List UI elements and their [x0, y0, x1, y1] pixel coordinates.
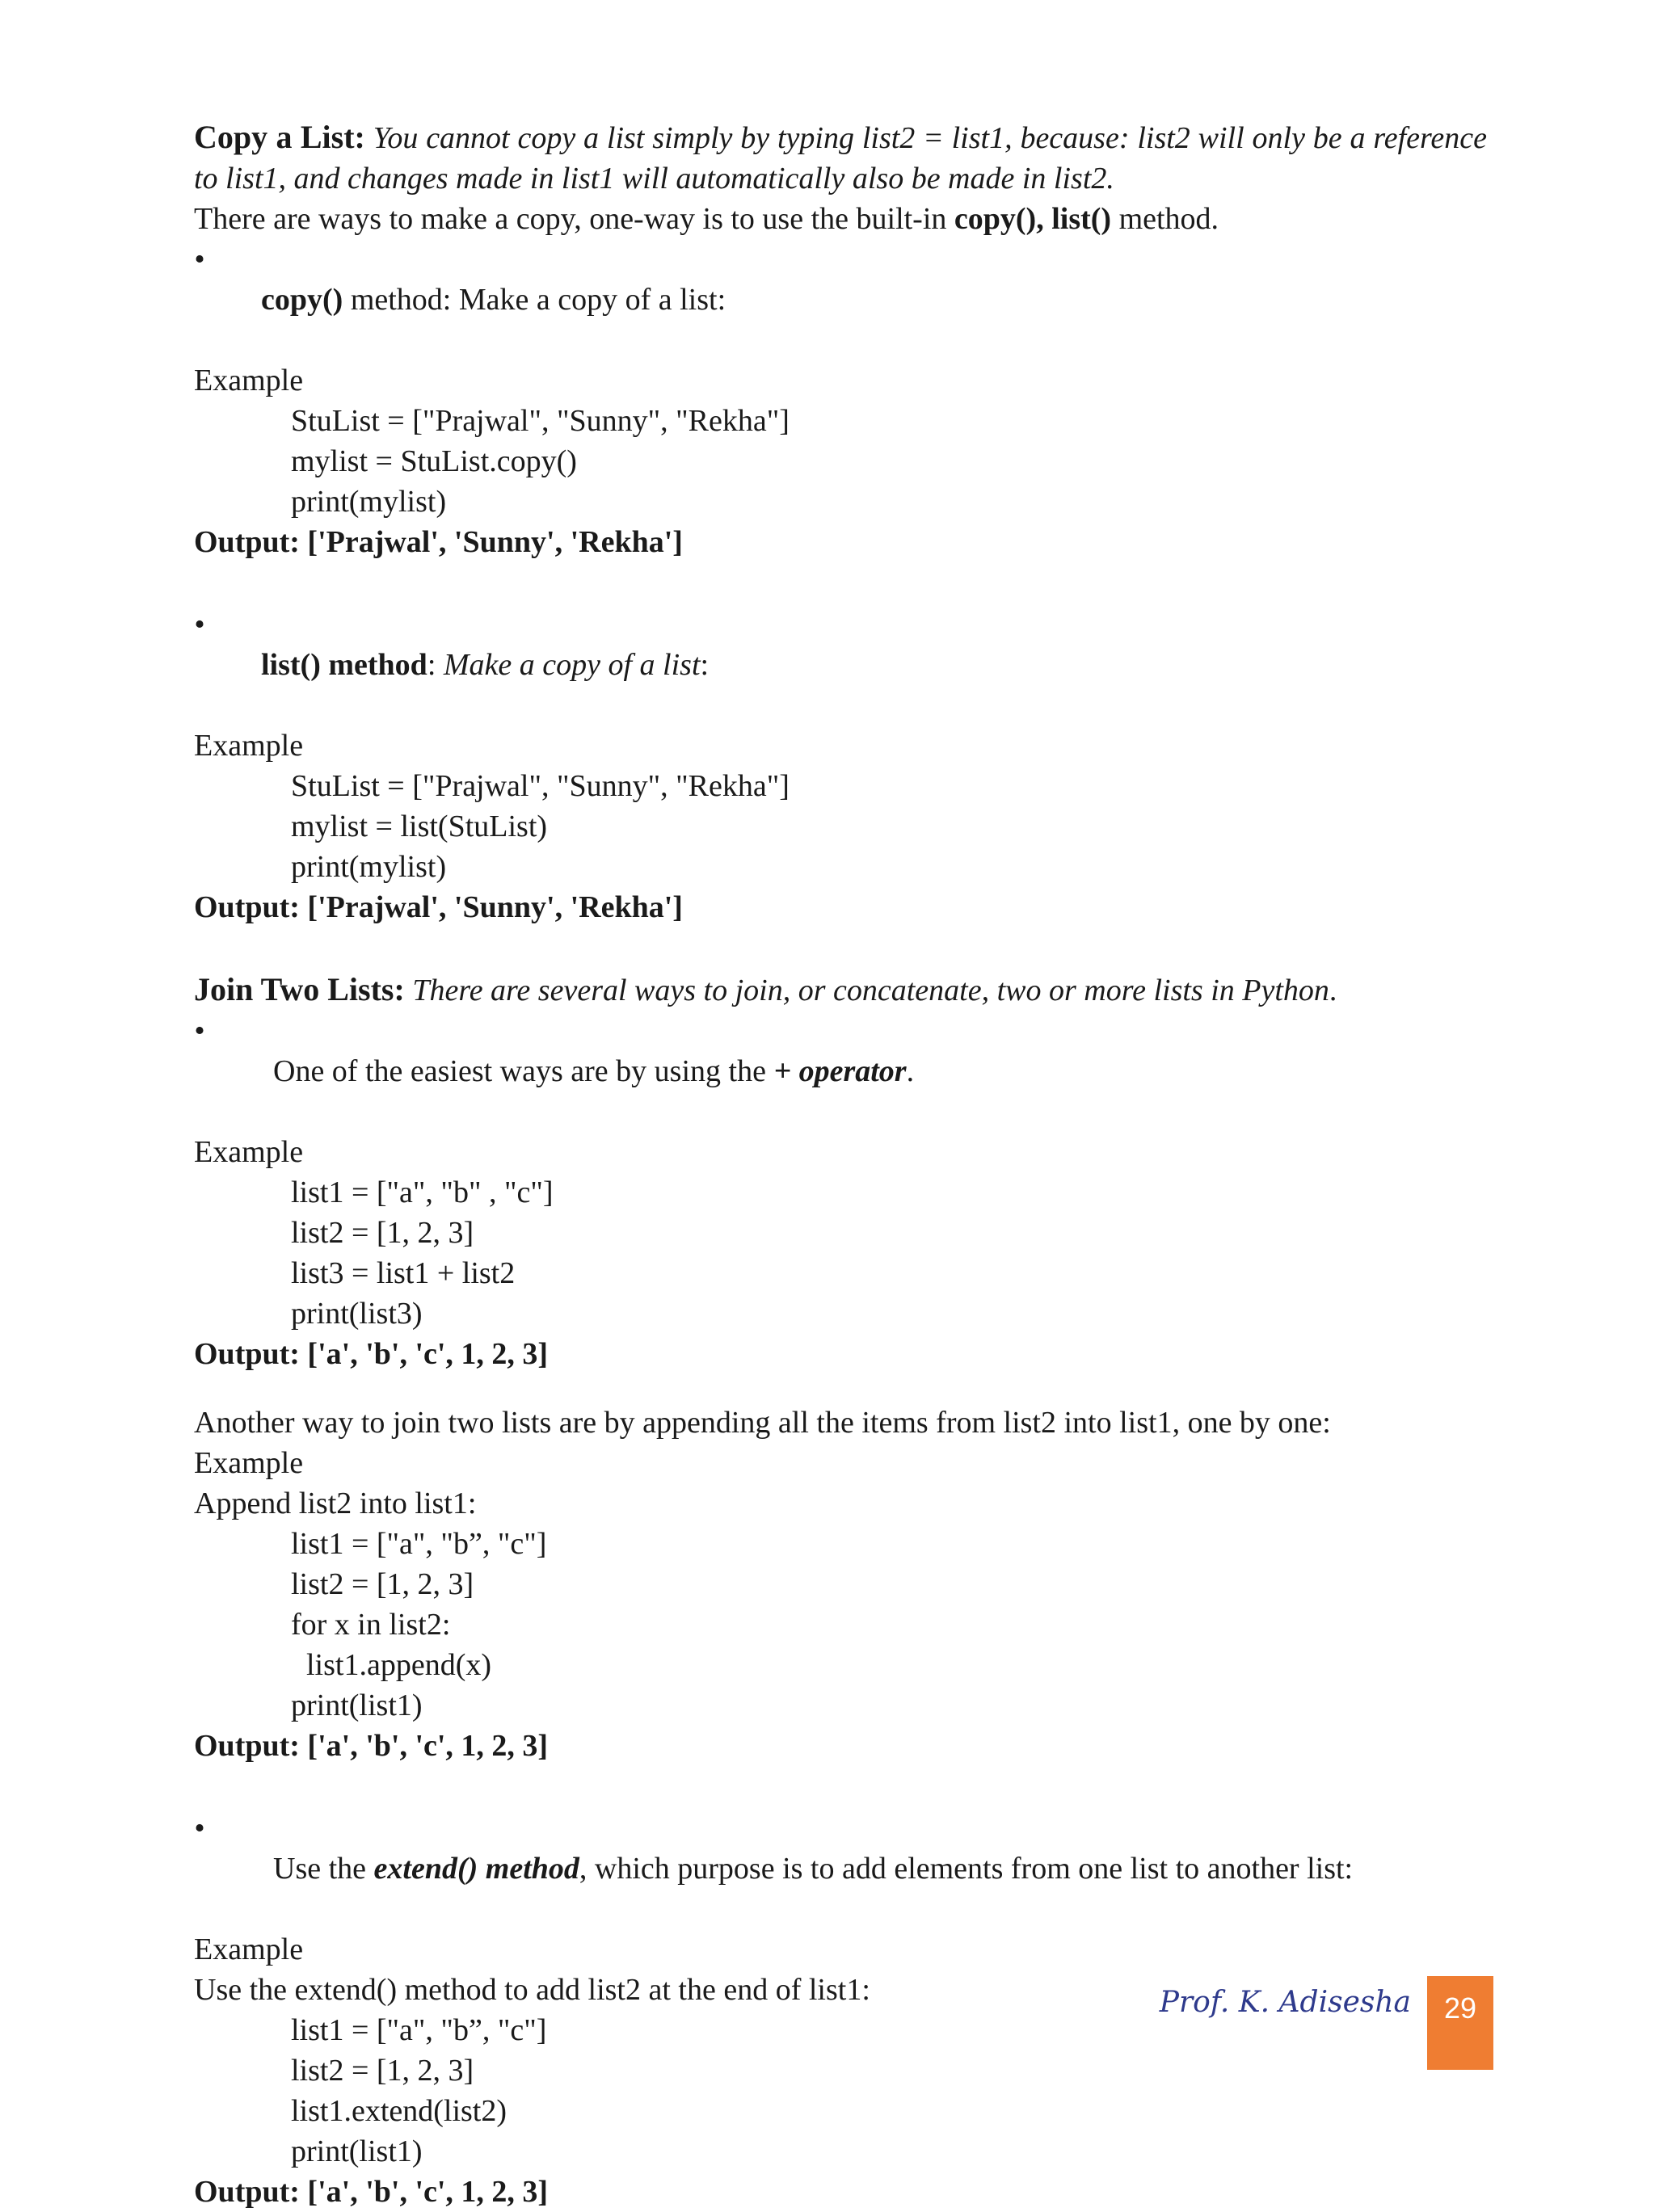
plus-operator-text: One of the easiest ways are by using the	[273, 1054, 774, 1088]
example-label: Example	[194, 1932, 304, 1966]
bullet-icon: •	[194, 1811, 205, 1845]
extend-sub-label: Use the extend() method to add list2 at the end of list1:	[194, 1973, 870, 2007]
plus-operator-name: + operator	[773, 1054, 907, 1088]
list-method-desc: Make a copy of a list	[443, 648, 701, 682]
join-lists-intro	[194, 969, 1487, 1011]
extend-method-name: extend() method	[373, 1852, 579, 1886]
list-method-name: list() method	[261, 648, 427, 682]
code-line: mylist = list(StuList)	[291, 810, 548, 843]
copy-ways-text-1: There are ways to make a copy, one-way is to use the built-in	[194, 202, 954, 236]
join-intro-end: .	[1329, 974, 1337, 1007]
extend-text-1: Use the	[273, 1852, 374, 1886]
list-method-colon: :	[427, 648, 444, 682]
output-line: Output: ['a', 'b', 'c', 1, 2, 3]	[194, 1729, 549, 1763]
copy-method-desc: method: Make a copy of a list:	[343, 283, 726, 317]
code-line: mylist = StuList.copy()	[291, 444, 577, 478]
example-label: Example	[194, 729, 304, 763]
code-line: list3 = list1 + list2	[291, 1256, 516, 1290]
code-line: print(list1)	[291, 1688, 423, 1722]
join-lists-intro-text: There are several ways to join, or concatenate, two or more lists in Python	[404, 974, 1329, 1007]
code-line: print(list1)	[291, 2134, 423, 2168]
output-line: Output: ['a', 'b', 'c', 1, 2, 3]	[194, 1337, 549, 1371]
copy-method-name: copy()	[261, 283, 343, 317]
code-line: list1 = ["a", "b" , "c"]	[291, 1175, 554, 1209]
code-line: list1 = ["a", "b”, "c"]	[291, 1527, 547, 1561]
example-label: Example	[194, 1135, 304, 1169]
copy-ways-line	[194, 199, 1487, 239]
list-method-colon-end: :	[700, 648, 710, 682]
output-line: Output: ['a', 'b', 'c', 1, 2, 3]	[194, 2175, 549, 2209]
extend-method-bullet	[194, 1808, 1487, 1929]
code-line: StuList = ["Prajwal", "Sunny", "Rekha"]	[291, 769, 790, 803]
append-sub-label: Append list2 into list1:	[194, 1487, 477, 1520]
code-line: print(mylist)	[291, 485, 447, 519]
output-line: Output: ['Prajwal', 'Sunny', 'Rekha']	[194, 890, 683, 924]
copy-method-bullet	[194, 239, 1487, 360]
code-line: print(list3)	[291, 1297, 423, 1331]
append-way-text: Another way to join two lists are by appending all the items from list2 into list1, one by one:	[194, 1406, 1331, 1440]
plus-operator-bullet	[194, 1011, 1487, 1132]
copy-ways-bold: copy(), list()	[954, 202, 1112, 236]
code-line: list1 = ["a", "b”, "c"]	[291, 2013, 547, 2047]
code-line: list1.extend(list2)	[291, 2094, 507, 2128]
copy-ways-text-2: method.	[1111, 202, 1219, 236]
copy-list-heading: Copy a List:	[194, 119, 365, 155]
bullet-icon: •	[194, 608, 205, 641]
code-line: list2 = [1, 2, 3]	[291, 2054, 474, 2088]
copy-list-intro	[194, 117, 1487, 199]
code-line: list1.append(x)	[291, 1648, 492, 1682]
output-line: Output: ['Prajwal', 'Sunny', 'Rekha']	[194, 525, 683, 559]
example-label: Example	[194, 1446, 304, 1480]
page-content	[194, 117, 1487, 2212]
bullet-icon: •	[194, 242, 205, 276]
code-line: StuList = ["Prajwal", "Sunny", "Rekha"]	[291, 404, 790, 438]
bullet-icon: •	[194, 1014, 205, 1048]
example-label: Example	[194, 364, 304, 397]
code-line: list2 = [1, 2, 3]	[291, 1567, 474, 1601]
code-line: for x in list2:	[291, 1608, 451, 1642]
list-method-bullet	[194, 604, 1487, 725]
page-number: 29	[1427, 1976, 1493, 2070]
code-line: print(mylist)	[291, 850, 447, 884]
extend-text-2: , which purpose is to add elements from one list to another list:	[579, 1852, 1354, 1886]
code-line: list2 = [1, 2, 3]	[291, 1216, 474, 1250]
copy-list-intro-text: You cannot copy a list simply by typing list2 = list1, because: list2 will only be a reference to list1, and changes made in list1 will automatically also be made in list2.	[194, 121, 1487, 196]
join-lists-heading: Join Two Lists:	[194, 971, 405, 1007]
plus-operator-end: .	[906, 1054, 915, 1088]
footer-author: Prof. K. Adisesha	[1159, 1986, 1411, 2019]
